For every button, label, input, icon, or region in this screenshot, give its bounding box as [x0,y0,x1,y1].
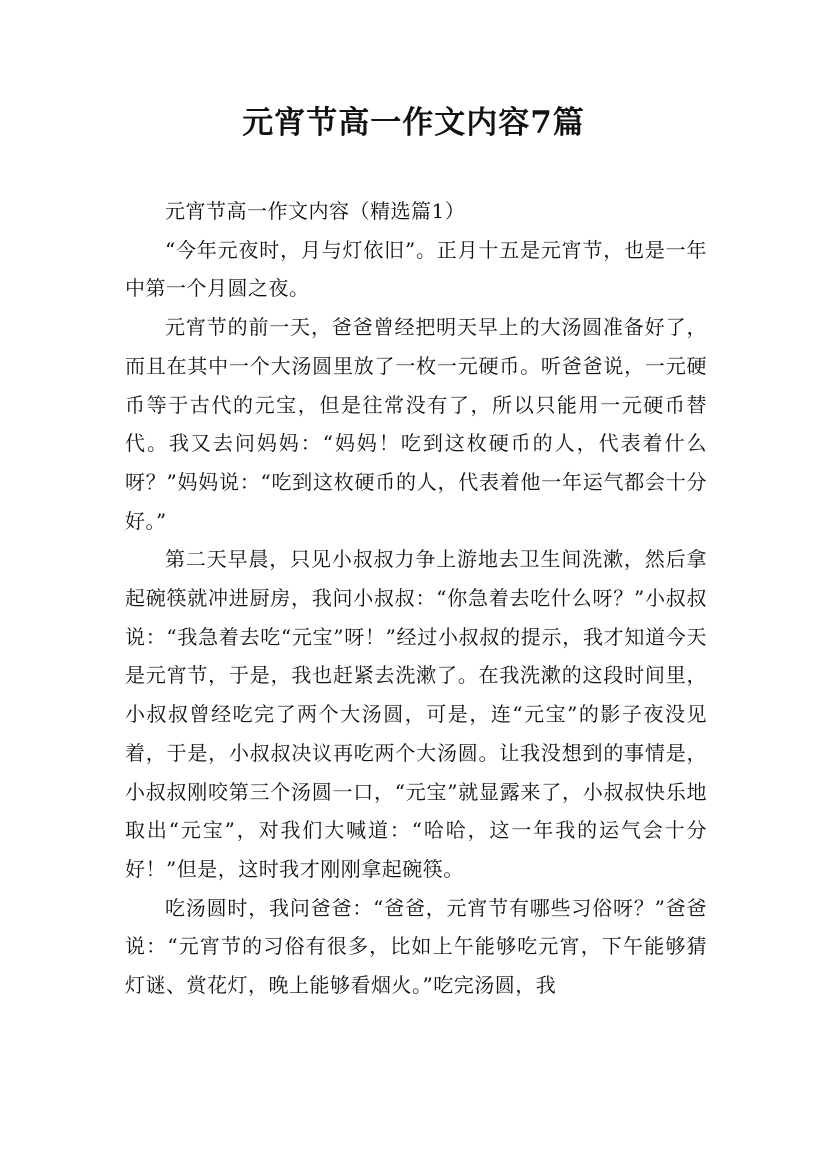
paragraph-eve: 元宵节的前一天，爸爸曾经把明天早上的大汤圆准备好了，而且在其中一个大汤圆里放了一枚一元硬币。听爸爸说，一元硬币等于古代的元宝，但是往常没有了，所以只能用一元硬币替代。我又去问妈妈：“妈妈！吃到这枚硬币的人，代表着什么呀？”妈妈说：“吃到这枚硬币的人，代表着他一年运气都会十分好。” [125,315,707,533]
section-heading: 元宵节高一作文内容（精选篇1） [165,199,466,223]
paragraph-customs: 吃汤圆时，我问爸爸：“爸爸，元宵节有哪些习俗呀？”爸爸说：“元宵节的习俗有很多，比如上午能够吃元宵，下午能够猜灯谜、赏花灯，晚上能够看烟火。”吃完汤圆，我 [125,895,707,998]
document-body [125,192,707,1005]
paragraph-intro: “今年元夜时，月与灯依旧”。正月十五是元宵节，也是一年中第一个月圆之夜。 [125,237,707,301]
document-title: 元宵节高一作文内容7篇 [242,105,585,141]
paragraph-morning: 第二天早晨，只见小叔叔力争上游地去卫生间洗漱，然后拿起碗筷就冲进厨房，我问小叔叔：“你急着去吃什么呀？”小叔叔说：“我急着去吃“元宝”呀！”经过小叔叔的提示，我才知道今天是元宵节，于是，我也赶紧去洗漱了。在我洗漱的这段时间里，小叔叔曾经吃完了两个大汤圆，可是，连“元宝”的影子夜没见着，于是，小叔叔决议再吃两个大汤圆。让我没想到的事情是，小叔叔刚咬第三个汤圆一口，“元宝”就显露来了，小叔叔快乐地取出“元宝”，对我们大喊道：“哈哈，这一年我的运气会十分好！”但是，这时我才刚刚拿起碗筷。 [125,547,707,881]
